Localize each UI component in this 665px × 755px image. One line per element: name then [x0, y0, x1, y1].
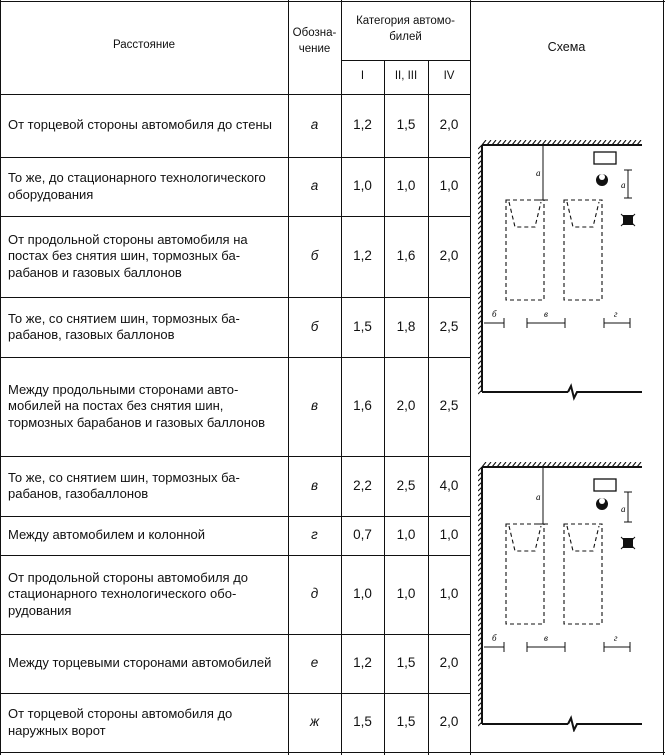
row-value-cat1: 2,2	[353, 477, 372, 493]
row-designation: г	[311, 527, 318, 543]
row-description: Между торцевыми сторонами автомобилей	[8, 655, 272, 671]
row-value-cat2: 1,8	[396, 318, 416, 334]
dim-label-a2: а	[621, 180, 626, 190]
row-designation: в	[310, 477, 319, 493]
row-value-cat3: 1,0	[439, 178, 459, 194]
row-value-cat1: 1,6	[353, 398, 372, 414]
row-designation: в	[310, 398, 319, 414]
row-value-cat2: 2,0	[396, 398, 416, 414]
row-description: От продольной стороны автомобиля на постах без снятия шин, тормозных барабанов и газовых баллонов	[8, 232, 248, 280]
wall-hatching	[478, 140, 642, 398]
row-value-cat3: 1,0	[439, 527, 459, 543]
header-scheme: Схема	[547, 40, 586, 54]
row-value-cat1: 1,2	[353, 248, 372, 264]
header-category-3: IV	[443, 70, 455, 82]
scheme-diagram-top	[478, 140, 648, 420]
row-value-cat1: 1,0	[353, 586, 372, 602]
equipment-box	[594, 152, 635, 226]
row-description: То же, до стационарного технологического оборудования	[8, 170, 266, 202]
dim-label-g-2: г	[614, 633, 618, 643]
row-value-cat3: 2,0	[439, 655, 459, 671]
row-value-cat2: 1,5	[396, 655, 416, 671]
row-value-cat2: 1,0	[396, 178, 416, 194]
row-description: От продольной стороны автомобиля до стационарного технологического оборудования	[8, 570, 249, 618]
row-description: То же, со снятием шин, тормозных барабанов, газовых баллонов	[8, 310, 240, 342]
row-value-cat1: 1,0	[353, 178, 372, 194]
dim-label-v: в	[544, 309, 548, 319]
dim-label-v-2: в	[544, 633, 548, 643]
header-category-2: II, III	[394, 70, 418, 82]
scheme-diagram-bottom	[478, 462, 648, 732]
header-category-1: I	[360, 70, 365, 82]
row-description: От торцевой стороны автомобиля до стены	[8, 117, 272, 133]
row-value-cat1: 0,7	[353, 527, 372, 543]
header-category: Категория автомо- билей	[356, 15, 455, 43]
row-value-cat1: 1,2	[353, 117, 372, 133]
dim-label-b: б	[492, 309, 497, 319]
row-value-cat3: 2,0	[439, 117, 459, 133]
row-designation: б	[310, 248, 319, 264]
row-value-cat1: 1,5	[353, 318, 372, 334]
row-description: То же, со снятием шин, тормозных барабанов, газобаллонов	[8, 469, 240, 501]
row-designation: е	[310, 655, 319, 671]
row-value-cat2: 1,5	[396, 117, 416, 133]
row-value-cat2: 1,0	[396, 527, 416, 543]
row-value-cat2: 1,6	[396, 248, 416, 264]
row-value-cat2: 1,5	[396, 714, 416, 730]
dim-label-g: г	[614, 309, 618, 319]
car-1	[506, 200, 544, 300]
row-designation: д	[310, 586, 319, 602]
row-value-cat2: 2,5	[396, 477, 416, 493]
header-distance: Расстояние	[112, 39, 176, 51]
row-description: Между автомобилем и колонной	[8, 527, 206, 543]
row-value-cat3: 1,0	[439, 586, 459, 602]
dim-label-a: а	[536, 168, 541, 178]
row-value-cat1: 1,5	[353, 714, 372, 730]
row-value-cat2: 1,0	[396, 586, 416, 602]
row-description: От торцевой стороны автомобиля до наружных ворот	[8, 706, 233, 738]
car-2	[564, 200, 602, 300]
row-designation: ж	[309, 714, 320, 730]
row-value-cat3: 2,0	[439, 714, 459, 730]
header-designation: Обозна- чение	[292, 27, 337, 55]
dim-label-a2-2: а	[621, 504, 626, 514]
row-designation: б	[310, 318, 319, 334]
row-value-cat3: 4,0	[439, 477, 459, 493]
row-value-cat3: 2,5	[439, 398, 459, 414]
dim-label-b-2: б	[492, 633, 497, 643]
row-value-cat3: 2,0	[439, 248, 459, 264]
dim-label-a-2: а	[536, 492, 541, 502]
row-designation: а	[310, 178, 319, 194]
row-value-cat1: 1,2	[353, 655, 372, 671]
row-description: Между продольными сторонами автомобилей на постах без снятия шин, тормозных барабанов и газовых баллонов	[8, 382, 266, 430]
row-value-cat3: 2,5	[439, 318, 459, 334]
row-designation: а	[310, 117, 319, 133]
